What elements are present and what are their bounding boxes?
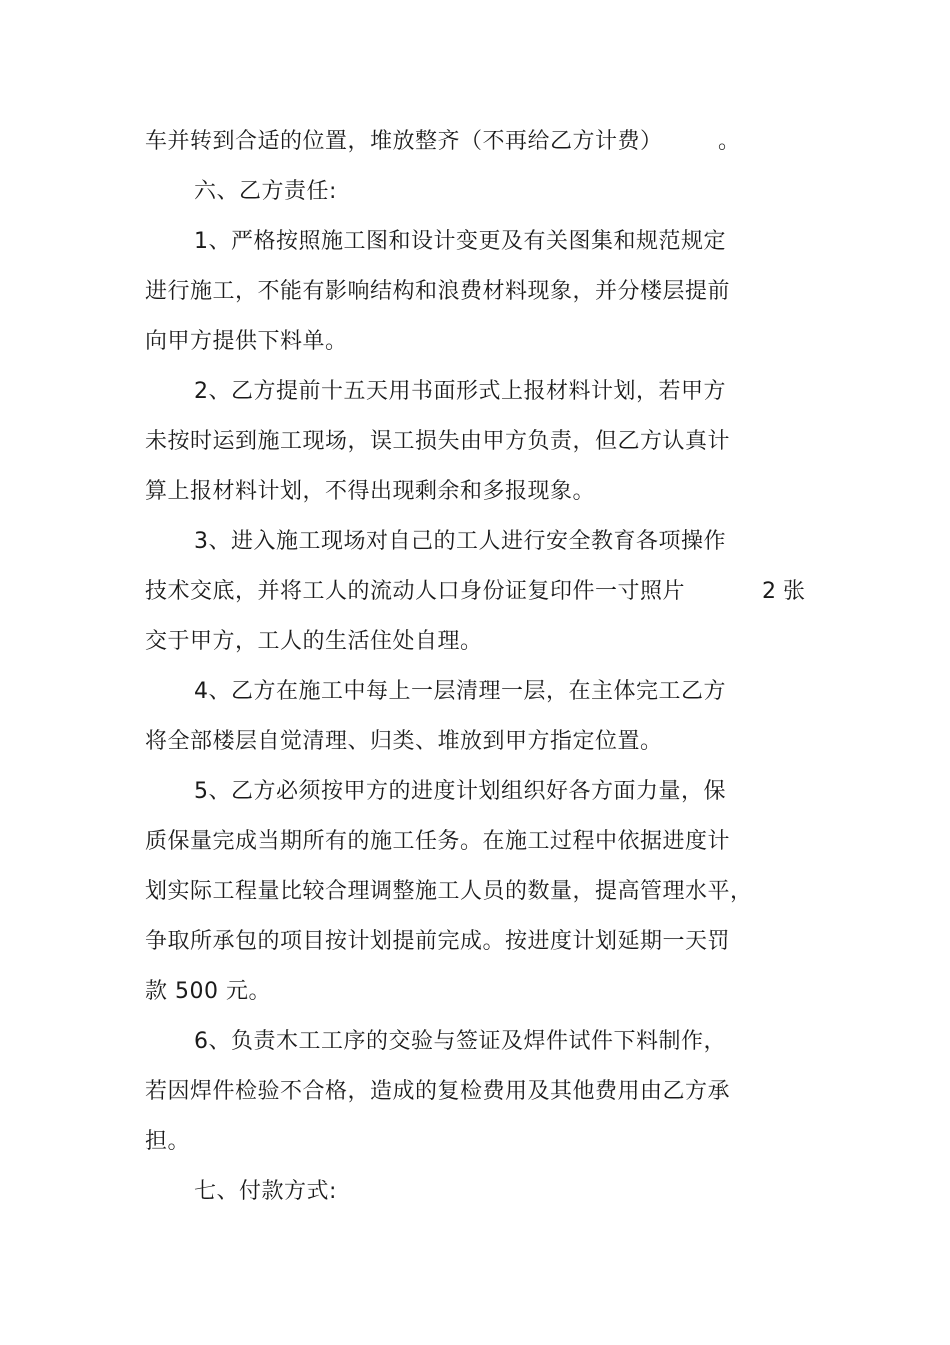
section-heading-6: 六、乙方责任: xyxy=(194,179,337,204)
clause-1-line-3: 向甲方提供下料单。 xyxy=(145,329,348,354)
clause-3-line-1: 3、进入施工现场对自己的工人进行安全教育各项操作 xyxy=(194,529,726,554)
clause-2-line-2: 未按时运到施工现场，误工损失由甲方负责，但乙方认真计 xyxy=(145,429,731,454)
clause-5-line-2: 质保量完成当期所有的施工任务。在施工过程中依据进度计 xyxy=(145,829,731,854)
clause-3-line-3: 交于甲方，工人的生活住处自理。 xyxy=(145,629,483,654)
clause-4-line-2: 将全部楼层自觉清理、归类、堆放到甲方指定位置。 xyxy=(145,729,663,754)
clause-3-photo-count: 2 张 xyxy=(762,579,805,604)
body-line-1: 车并转到合适的位置，堆放整齐（不再给乙方计费） xyxy=(145,129,663,154)
clause-6-line-3: 担。 xyxy=(145,1129,191,1154)
clause-3-line-2: 技术交底，并将工人的流动人口身份证复印件一寸照片 xyxy=(145,579,686,604)
body-line-1-period: 。 xyxy=(718,129,741,154)
clause-5-line-3: 划实际工程量比较合理调整施工人员的数量，提高管理水平， xyxy=(145,879,753,904)
clause-6-line-2: 若因焊件检验不合格，造成的复检费用及其他费用由乙方承 xyxy=(145,1079,731,1104)
clause-2-line-1: 2、乙方提前十五天用书面形式上报材料计划，若甲方 xyxy=(194,379,726,404)
clause-2-line-3: 算上报材料计划，不得出现剩余和多报现象。 xyxy=(145,479,596,504)
clause-1-line-2: 进行施工，不能有影响结构和浪费材料现象，并分楼层提前 xyxy=(145,279,731,304)
clause-5-line-5: 款 500 元。 xyxy=(145,979,271,1004)
clause-5-line-1: 5、乙方必须按甲方的进度计划组织好各方面力量，保 xyxy=(194,779,726,804)
clause-4-line-1: 4、乙方在施工中每上一层清理一层，在主体完工乙方 xyxy=(194,679,726,704)
clause-5-line-4: 争取所承包的项目按计划提前完成。按进度计划延期一天罚 xyxy=(145,929,731,954)
clause-1-line-1: 1、严格按照施工图和设计变更及有关图集和规范规定 xyxy=(194,229,726,254)
clause-6-line-1: 6、负责木工工序的交验与签证及焊件试件下料制作， xyxy=(194,1029,726,1054)
section-heading-7: 七、付款方式: xyxy=(194,1179,337,1204)
